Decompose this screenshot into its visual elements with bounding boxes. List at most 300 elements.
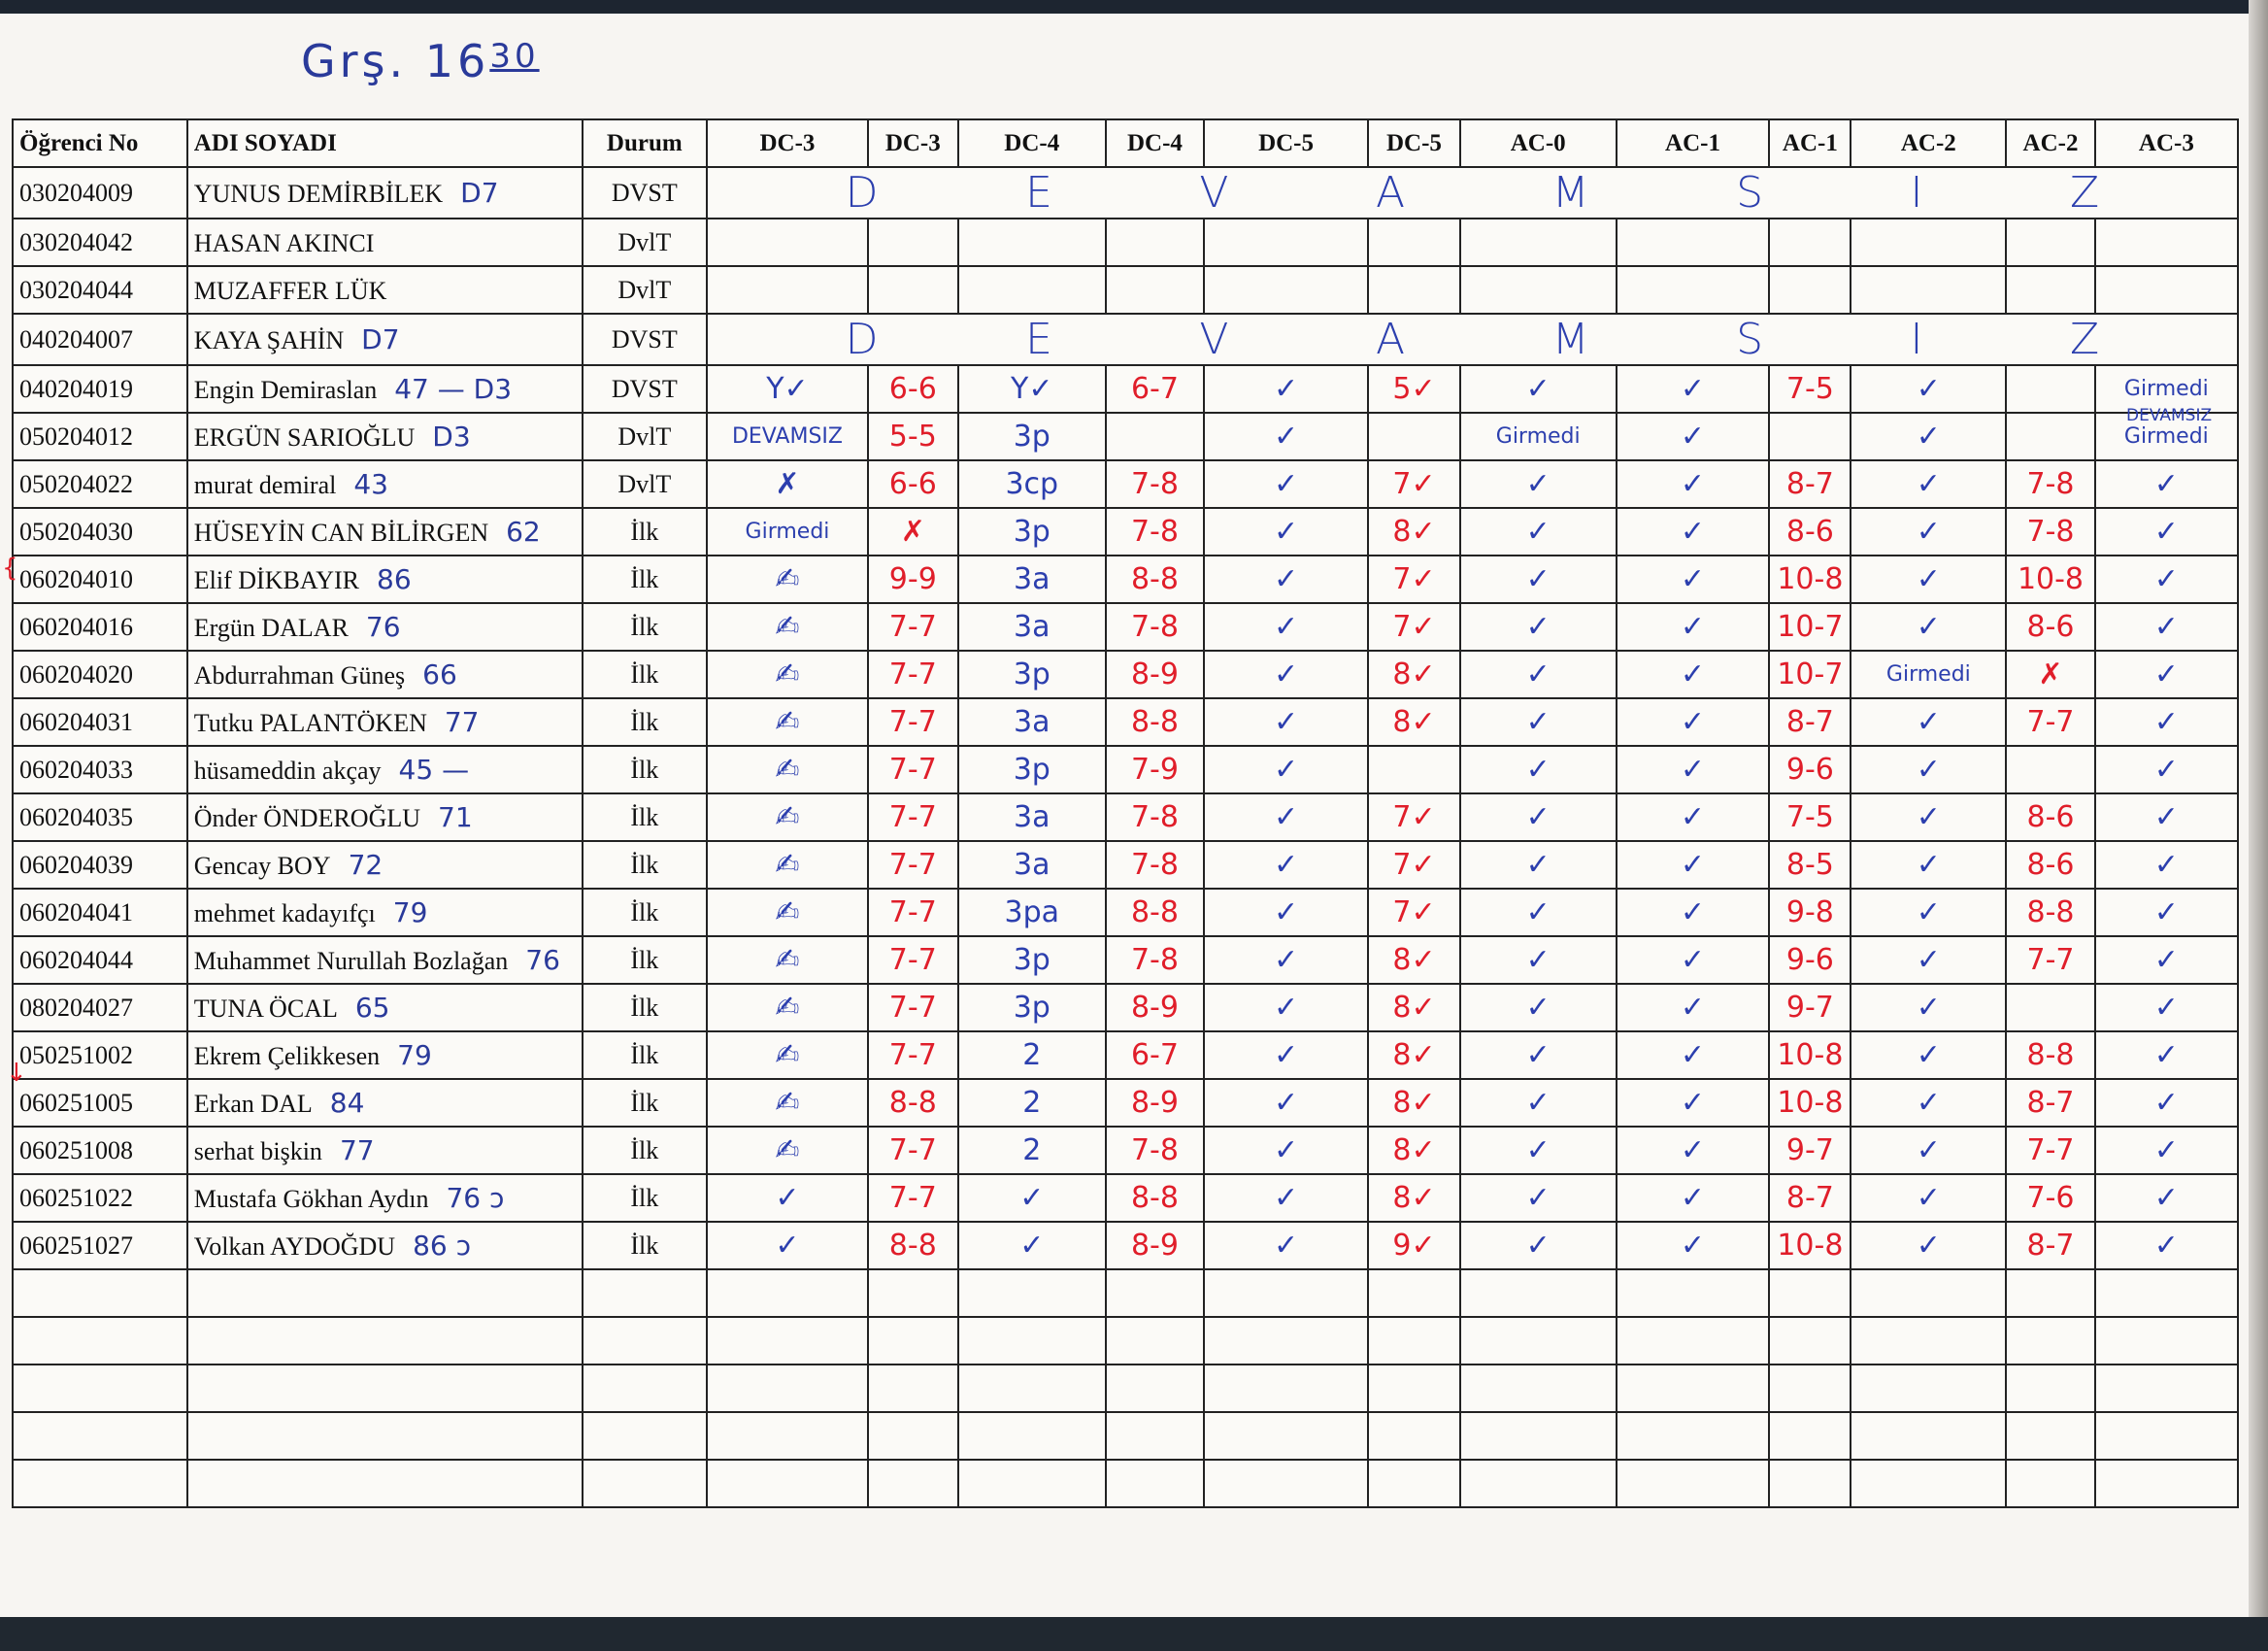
empty-cell [2095, 1365, 2238, 1412]
empty-cell [13, 1460, 187, 1507]
grade-mark-cell: 7-8 [2006, 508, 2094, 556]
grade-mark-cell: ✓ [1204, 603, 1368, 651]
grade-mark-cell: 10-8 [1769, 1222, 1851, 1269]
grade-mark-cell: 9-9 [868, 556, 958, 603]
grade-mark-cell: ✓ [1851, 793, 2006, 841]
grade-mark-cell: ✓ [1851, 460, 2006, 508]
grade-mark-cell [1368, 413, 1460, 460]
student-name-cell [187, 1031, 583, 1079]
grade-mark-cell: ✓ [1204, 413, 1368, 460]
grade-mark-cell: 7-7 [868, 651, 958, 698]
grade-mark-cell: 7✓ [1368, 603, 1460, 651]
grade-mark-cell: ✓ [1617, 698, 1770, 746]
table-row [13, 793, 2238, 841]
grade-mark-cell: 7✓ [1368, 889, 1460, 936]
grade-mark-cell: ✓ [1204, 984, 1368, 1031]
grade-mark-cell: ✓ [1204, 698, 1368, 746]
student-name-cell [187, 1127, 583, 1174]
grade-mark-cell: 6-6 [868, 460, 958, 508]
grade-mark-cell: ✍ [707, 889, 868, 936]
empty-cell [2095, 1269, 2238, 1317]
grade-mark-cell: ✓ [1851, 936, 2006, 984]
grade-mark-cell: Girmedi [1460, 413, 1617, 460]
grade-mark-cell [1851, 219, 2006, 266]
scan-bottom-edge [0, 1617, 2268, 1651]
empty-cell [1368, 1269, 1460, 1317]
empty-cell [1368, 1412, 1460, 1460]
col-header-dc4-a: DC-4 [958, 119, 1106, 167]
devamsiz-letter: D [845, 315, 879, 364]
empty-cell [1106, 1317, 1204, 1365]
grade-mark-cell: 10-8 [1769, 1079, 1851, 1127]
student-number: 060204041 [13, 889, 187, 936]
grade-mark-cell: ✓ [1851, 984, 2006, 1031]
grade-mark-cell: 3p [958, 936, 1106, 984]
empty-cell [187, 1269, 583, 1317]
student-name: ERGÜN SARIOĞLU [193, 423, 416, 452]
table-header-row [13, 119, 2238, 167]
grade-mark-cell: ✓ [1460, 365, 1617, 413]
empty-cell [1368, 1365, 1460, 1412]
grade-mark-cell: ✓ [1617, 984, 1770, 1031]
empty-cell [1617, 1317, 1770, 1365]
student-status: İlk [583, 508, 707, 556]
student-number: 060251027 [13, 1222, 187, 1269]
grade-mark-cell: 8-8 [868, 1079, 958, 1127]
grade-mark-cell [1106, 266, 1204, 314]
handwritten-score-note: 71 [438, 801, 473, 833]
grade-mark-cell: 3p [958, 746, 1106, 793]
grade-mark-cell: ✓ [1617, 651, 1770, 698]
grade-mark-cell: ✓ [1204, 1174, 1368, 1222]
grade-mark-cell: 8-7 [1769, 460, 1851, 508]
student-name: Volkan AYDOĞDU [193, 1232, 396, 1261]
student-status: İlk [583, 936, 707, 984]
grade-mark-cell: ✓ [1851, 1127, 2006, 1174]
grade-mark-cell: ✓ [1204, 1222, 1368, 1269]
grade-mark-cell: ✓ [1204, 793, 1368, 841]
grade-mark-cell: 7-7 [2006, 1127, 2094, 1174]
grade-mark-cell: 7-5 [1769, 793, 1851, 841]
student-status: DVST [583, 167, 707, 219]
grade-mark-cell: ✓ [2095, 1079, 2238, 1127]
empty-cell [2006, 1460, 2094, 1507]
grade-mark-cell [1617, 219, 1770, 266]
grade-mark-cell: 7✓ [1368, 556, 1460, 603]
grade-mark-cell: 8-8 [2006, 1031, 2094, 1079]
table-row [13, 556, 2238, 603]
empty-cell [1106, 1269, 1204, 1317]
col-header-ac1-a: AC-1 [1617, 119, 1770, 167]
empty-cell [1368, 1460, 1460, 1507]
grade-mark-cell: Y✓ [958, 365, 1106, 413]
grade-mark-cell: ✓ [1851, 1222, 2006, 1269]
devamsiz-letter: M [1551, 168, 1589, 218]
student-name-cell [187, 841, 583, 889]
grade-mark-cell: ✓ [1851, 508, 2006, 556]
grade-mark-cell: 7-8 [1106, 460, 1204, 508]
grade-mark-cell: ✓ [1460, 508, 1617, 556]
empty-cell [1204, 1460, 1368, 1507]
grade-mark-cell: 3p [958, 508, 1106, 556]
grade-mark-cell: 8-9 [1106, 1079, 1204, 1127]
grade-mark-cell: ✓ [2095, 651, 2238, 698]
grade-mark-cell: Girmedi [1851, 651, 2006, 698]
grade-mark-cell: 3a [958, 603, 1106, 651]
empty-cell [868, 1460, 958, 1507]
grade-mark-cell: ✓ [1204, 365, 1368, 413]
table-row [13, 841, 2238, 889]
grade-mark-cell: 8-8 [1106, 1174, 1204, 1222]
student-name: Ergün DALAR [193, 614, 349, 642]
grade-mark-cell: ✓ [2095, 460, 2238, 508]
empty-cell [1851, 1269, 2006, 1317]
student-status: İlk [583, 889, 707, 936]
grade-mark-cell: ✓ [1617, 1127, 1770, 1174]
devamsiz-letter: Z [2069, 168, 2100, 218]
table-row [13, 936, 2238, 984]
grade-mark-cell [958, 219, 1106, 266]
col-header-ac1-b: AC-1 [1769, 119, 1851, 167]
grade-mark-cell: ✓ [1851, 413, 2006, 460]
devamsiz-letter: I [1910, 168, 1923, 218]
grade-mark-cell: 7-8 [1106, 936, 1204, 984]
student-status: İlk [583, 841, 707, 889]
student-name: Engin Demiraslan [193, 376, 378, 404]
grade-mark-cell: 8-7 [2006, 1079, 2094, 1127]
grade-mark-cell: 9-8 [1769, 889, 1851, 936]
empty-cell [1460, 1365, 1617, 1412]
empty-cell [1106, 1412, 1204, 1460]
grade-mark-cell: ✍ [707, 556, 868, 603]
empty-cell [13, 1317, 187, 1365]
student-number: 060204039 [13, 841, 187, 889]
student-name-cell [187, 365, 583, 413]
grade-mark-cell: 8✓ [1368, 1079, 1460, 1127]
grade-mark-cell [1368, 266, 1460, 314]
grade-mark-cell: ✓ [1460, 698, 1617, 746]
devamsiz-letter: A [1375, 168, 1406, 218]
table-row [13, 413, 2238, 460]
student-number: 080204027 [13, 984, 187, 1031]
handwritten-score-note: D7 [460, 177, 499, 209]
empty-cell [1368, 1317, 1460, 1365]
student-name: HASAN AKINCI [193, 229, 375, 257]
grade-mark-cell: 3a [958, 556, 1106, 603]
empty-cell [2006, 1269, 2094, 1317]
grade-mark-cell [1769, 413, 1851, 460]
devamsiz-letter: E [1025, 168, 1052, 218]
grade-mark-cell: Y✓ [707, 365, 868, 413]
empty-cell [958, 1269, 1106, 1317]
grade-mark-cell: 8-6 [2006, 603, 2094, 651]
student-name-cell [187, 508, 583, 556]
student-name: Elif DİKBAYIR [193, 566, 359, 594]
grade-mark-cell: 7-7 [868, 1031, 958, 1079]
col-header-dc5-b: DC-5 [1368, 119, 1460, 167]
grade-mark-cell: 8✓ [1368, 1031, 1460, 1079]
grade-mark-cell: ✓ [1617, 460, 1770, 508]
grade-mark-cell: ✓ [1204, 889, 1368, 936]
student-name: Mustafa Gökhan Aydın [193, 1185, 429, 1213]
empty-cell [868, 1365, 958, 1412]
grade-mark-cell: 7✓ [1368, 841, 1460, 889]
grade-mark-cell: 7-8 [1106, 508, 1204, 556]
grade-mark-cell [868, 219, 958, 266]
student-number: 030204044 [13, 266, 187, 314]
empty-cell [583, 1317, 707, 1365]
handwritten-score-note: 43 [353, 468, 388, 500]
grade-mark-cell: 7-7 [868, 603, 958, 651]
grade-mark-cell: 7-7 [868, 793, 958, 841]
grade-mark-cell: ✓ [2095, 793, 2238, 841]
table-row [13, 460, 2238, 508]
grade-mark-cell: ✓ [1460, 651, 1617, 698]
col-header-ac3: AC-3 [2095, 119, 2238, 167]
empty-cell [707, 1317, 868, 1365]
grade-mark-cell: ✓ [1851, 603, 2006, 651]
grade-mark-cell: ✓ [1460, 1127, 1617, 1174]
grade-mark-cell: Girmedi [707, 508, 868, 556]
empty-cell [1106, 1460, 1204, 1507]
grade-mark-cell [707, 219, 868, 266]
grade-mark-cell: ✓ [1851, 365, 2006, 413]
empty-cell [187, 1460, 583, 1507]
grade-mark-cell: ✓ [1460, 936, 1617, 984]
handwritten-score-note: 47 — D3 [394, 373, 513, 405]
grade-mark-cell: 6-7 [1106, 1031, 1204, 1079]
handwritten-score-note: 76 [365, 611, 401, 643]
grade-mark-cell: ✓ [1617, 365, 1770, 413]
grade-mark-cell: ✓ [1204, 1079, 1368, 1127]
table-body [13, 167, 2238, 1507]
grade-mark-cell: ✓ [1460, 1222, 1617, 1269]
empty-table-row [13, 1412, 2238, 1460]
grade-mark-cell: ✓ [1204, 460, 1368, 508]
grade-mark-cell [868, 266, 958, 314]
devamsiz-letter: S [1736, 315, 1763, 364]
grade-mark-cell: 9-6 [1769, 746, 1851, 793]
grade-mark-cell: Girmedi [2095, 365, 2238, 413]
handwritten-score-note: D7 [361, 323, 400, 355]
student-name: TUNA ÖCAL [193, 994, 338, 1023]
margin-brace-mark: { [2, 554, 18, 583]
grade-mark-cell: ✓ [1617, 1222, 1770, 1269]
grade-mark-cell [2006, 984, 2094, 1031]
student-number: 030204009 [13, 167, 187, 219]
grade-mark-cell: ✓ [2095, 1222, 2238, 1269]
grade-mark-cell: ✗ [707, 460, 868, 508]
grade-mark-cell: 7✓ [1368, 793, 1460, 841]
grade-mark-cell: ✓ [1460, 1079, 1617, 1127]
grade-mark-cell: ✍ [707, 1127, 868, 1174]
handwritten-score-note: 45 — [398, 754, 470, 786]
grade-mark-cell: ✍ [707, 698, 868, 746]
grade-mark-cell: ✍ [707, 984, 868, 1031]
student-number: 040204007 [13, 314, 187, 365]
empty-cell [2095, 1317, 2238, 1365]
grade-mark-cell: 5-5 [868, 413, 958, 460]
student-status: İlk [583, 793, 707, 841]
empty-cell [707, 1460, 868, 1507]
empty-cell [1106, 1365, 1204, 1412]
grade-mark-cell: 8-8 [868, 1222, 958, 1269]
grade-mark-cell: 2 [958, 1079, 1106, 1127]
grade-mark-cell: 7-7 [2006, 936, 2094, 984]
student-number: 060204044 [13, 936, 187, 984]
student-number: 050204030 [13, 508, 187, 556]
empty-cell [583, 1412, 707, 1460]
grade-mark-cell: 8-5 [1769, 841, 1851, 889]
grade-mark-cell: 7-7 [868, 746, 958, 793]
handwritten-score-note: 66 [422, 658, 457, 691]
student-number: 040204019 [13, 365, 187, 413]
empty-cell [1617, 1365, 1770, 1412]
student-name-cell [187, 746, 583, 793]
grade-mark-cell: 3p [958, 413, 1106, 460]
empty-cell [187, 1412, 583, 1460]
grade-mark-cell: 7-7 [868, 698, 958, 746]
table-row [13, 603, 2238, 651]
grade-mark-cell [707, 266, 868, 314]
grade-mark-cell: 2 [958, 1127, 1106, 1174]
grade-mark-cell: 8-8 [2006, 889, 2094, 936]
student-name: serhat bişkin [193, 1137, 322, 1165]
student-name-cell [187, 167, 583, 219]
margin-note-devamsiz: DEVAMSIZ [2126, 406, 2213, 425]
student-name: HÜSEYİN CAN BİLİRGEN [193, 519, 489, 547]
table-row [13, 1174, 2238, 1222]
devamsiz-letter: Z [2069, 315, 2100, 364]
empty-table-row [13, 1317, 2238, 1365]
devamsiz-letter: A [1375, 315, 1406, 364]
grade-mark-cell [1368, 746, 1460, 793]
grade-mark-cell: 10-8 [1769, 1031, 1851, 1079]
student-name: Ekrem Çelikkesen [193, 1042, 381, 1070]
grade-mark-cell: 8-9 [1106, 984, 1204, 1031]
student-name-cell [187, 984, 583, 1031]
student-name: Abdurrahman Güneş [193, 661, 406, 690]
grade-mark-cell: ✓ [1460, 984, 1617, 1031]
empty-cell [1460, 1412, 1617, 1460]
devamsiz-letter: V [1199, 168, 1229, 218]
grade-mark-cell [1769, 219, 1851, 266]
grade-mark-cell: ✓ [958, 1174, 1106, 1222]
student-name-cell [187, 698, 583, 746]
grade-mark-cell: Girmedi [2095, 413, 2238, 460]
grade-mark-cell: ✓ [1460, 556, 1617, 603]
student-status: İlk [583, 651, 707, 698]
devamsiz-letter: D [845, 168, 879, 218]
empty-cell [13, 1269, 187, 1317]
student-name-cell [187, 556, 583, 603]
grade-mark-cell: ✓ [1617, 936, 1770, 984]
grade-mark-cell: ✓ [707, 1174, 868, 1222]
grade-mark-cell [1460, 266, 1617, 314]
grade-mark-cell: 7-7 [868, 984, 958, 1031]
student-name-cell [187, 1079, 583, 1127]
grade-mark-cell: ✓ [2095, 984, 2238, 1031]
grade-mark-cell: 7-9 [1106, 746, 1204, 793]
student-number: 060251022 [13, 1174, 187, 1222]
grade-mark-cell: 3a [958, 793, 1106, 841]
grade-mark-cell: ✓ [2095, 556, 2238, 603]
table-row [13, 1079, 2238, 1127]
student-name-cell [187, 219, 583, 266]
empty-cell [707, 1269, 868, 1317]
table-row [13, 651, 2238, 698]
grade-mark-cell: ✓ [1851, 556, 2006, 603]
student-name-cell [187, 1222, 583, 1269]
student-number: 060251005 [13, 1079, 187, 1127]
handwritten-score-note: 77 [444, 706, 480, 738]
grade-mark-cell: 8✓ [1368, 508, 1460, 556]
grade-mark-cell: 6-7 [1106, 365, 1204, 413]
student-name: YUNUS DEMİRBİLEK [193, 180, 444, 208]
empty-cell [1460, 1460, 1617, 1507]
grade-mark-cell: 8-8 [1106, 698, 1204, 746]
empty-cell [2006, 1412, 2094, 1460]
empty-cell [1617, 1269, 1770, 1317]
empty-cell [13, 1365, 187, 1412]
grade-mark-cell: ✓ [1460, 603, 1617, 651]
grade-mark-cell: ✍ [707, 793, 868, 841]
col-header-dc4-b: DC-4 [1106, 119, 1204, 167]
table-row [13, 167, 2238, 219]
student-number: 060204020 [13, 651, 187, 698]
student-name-cell [187, 413, 583, 460]
grade-mark-cell: 8-8 [1106, 889, 1204, 936]
grade-mark-cell: ✍ [707, 1079, 868, 1127]
grade-mark-cell: 7-8 [2006, 460, 2094, 508]
student-number: 050251002 [13, 1031, 187, 1079]
grade-mark-cell: ✓ [1851, 746, 2006, 793]
empty-cell [1617, 1460, 1770, 1507]
empty-cell [1769, 1269, 1851, 1317]
handwritten-score-note: 72 [348, 849, 384, 881]
grade-mark-cell [1204, 266, 1368, 314]
empty-cell [187, 1317, 583, 1365]
grade-mark-cell: 7-8 [1106, 603, 1204, 651]
empty-table-row [13, 1269, 2238, 1317]
student-status: İlk [583, 984, 707, 1031]
attendance-grade-table [12, 118, 2239, 1508]
grade-mark-cell: 7✓ [1368, 460, 1460, 508]
empty-cell [2006, 1365, 2094, 1412]
student-name: Tutku PALANTÖKEN [193, 709, 427, 737]
empty-cell [13, 1412, 187, 1460]
grade-mark-cell: ✓ [1617, 413, 1770, 460]
empty-cell [2095, 1460, 2238, 1507]
table-row [13, 365, 2238, 413]
grade-mark-cell: ✓ [1617, 746, 1770, 793]
empty-cell [958, 1460, 1106, 1507]
grade-mark-cell: 3cp [958, 460, 1106, 508]
table-row [13, 1127, 2238, 1174]
empty-cell [1769, 1460, 1851, 1507]
grade-mark-cell: ✓ [1851, 889, 2006, 936]
grade-mark-cell [958, 266, 1106, 314]
empty-cell [958, 1412, 1106, 1460]
grade-mark-cell: 3pa [958, 889, 1106, 936]
grade-mark-cell: ✓ [1851, 1031, 2006, 1079]
grade-mark-cell: 7-7 [868, 889, 958, 936]
student-status: DVST [583, 365, 707, 413]
student-number: 060204033 [13, 746, 187, 793]
grade-mark-cell: 8-9 [1106, 651, 1204, 698]
margin-arrow-mark: ↓ [6, 1059, 27, 1088]
student-name: hüsameddin akçay [193, 757, 382, 785]
